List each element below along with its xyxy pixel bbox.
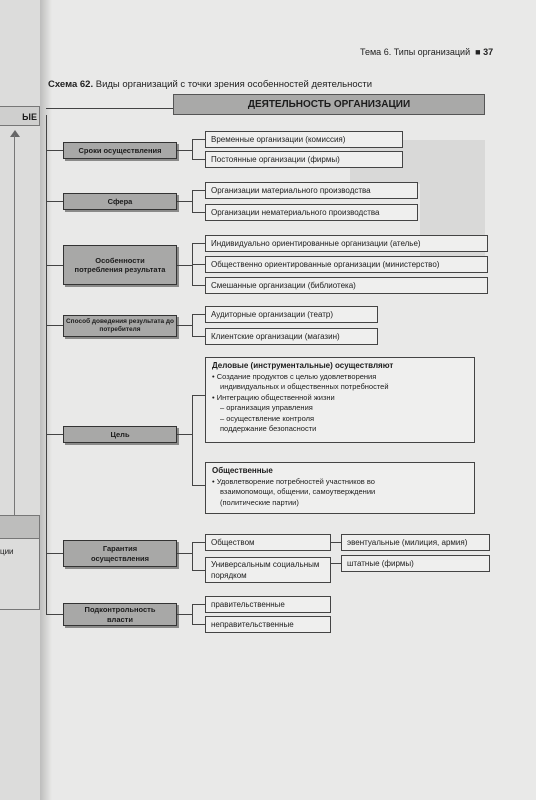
branch-line <box>177 434 192 435</box>
branch-line <box>192 243 205 244</box>
previous-page-text: ции <box>0 547 14 556</box>
branch-line <box>192 604 205 605</box>
branch-line <box>192 624 205 625</box>
previous-page-edge <box>0 0 41 800</box>
header-square-icon: ■ <box>472 47 484 57</box>
category-terms: Сроки осуществления <box>63 142 177 159</box>
branch-line <box>331 542 341 543</box>
branch-line <box>331 563 341 564</box>
up-arrow-icon <box>10 130 20 137</box>
branch-line <box>46 325 63 326</box>
result-item: Индивидуально ориентированные организации (ателье) <box>205 235 488 252</box>
previous-page-connector <box>14 135 15 515</box>
branch-line <box>192 190 205 191</box>
result-item: Смешанные организации (библиотека) <box>205 277 488 294</box>
power-item: неправительственные <box>205 616 331 633</box>
branch-line <box>46 614 63 615</box>
branch-line <box>192 314 205 315</box>
page-number: 37 <box>483 47 494 57</box>
branch-line <box>177 553 192 554</box>
branch-line <box>192 264 205 265</box>
branch-line <box>192 212 205 213</box>
branch-line <box>177 201 192 202</box>
terms-item: Временные организации (комиссия) <box>205 131 403 148</box>
sphere-item: Организации нематериального производства <box>205 204 418 221</box>
branch-line <box>192 139 193 159</box>
branch-line <box>192 285 205 286</box>
power-item: правительственные <box>205 596 331 613</box>
goal-social-line: взаимопомощи, общении, самоутверждении <box>220 487 376 496</box>
branch-line <box>192 395 193 485</box>
goal-business-bullet: • Интеграцию общественной жизни <box>212 392 335 402</box>
scheme-caption <box>48 79 372 90</box>
previous-page-box-header <box>0 516 39 539</box>
goal-business-box <box>205 357 475 443</box>
goal-business-dash: поддержание безопасности <box>220 424 317 433</box>
delivery-item: Клиентские организации (магазин) <box>205 328 378 345</box>
goal-social-title: Общественные <box>212 466 273 475</box>
terms-item: Постоянные организации (фирмы) <box>205 151 403 168</box>
branch-line <box>192 395 205 396</box>
branch-line <box>192 542 205 543</box>
goal-social-line: (политические партии) <box>220 497 299 507</box>
scheme-caption-text: Виды организаций с точки зрения особенностей деятельности <box>95 79 373 90</box>
branch-line <box>46 434 63 435</box>
goal-business-dash: – организация управления <box>220 403 313 412</box>
delivery-item: Аудиторные организации (театр) <box>205 306 378 323</box>
category-result: Особенности потребления результата <box>63 245 177 285</box>
branch-line <box>192 485 205 486</box>
guarantee-sub-item: штатные (фирмы) <box>341 555 490 572</box>
running-header <box>360 47 493 57</box>
main-title-bar: ДЕЯТЕЛЬНОСТЬ ОРГАНИЗАЦИИ <box>173 94 485 115</box>
guarantee-item: Обществом <box>205 534 331 551</box>
previous-page-label: ЫЕ <box>0 106 40 126</box>
category-power: Подконтрольность власти <box>63 603 177 626</box>
goal-business-bullet: • Создание продуктов с целью удовлетворения <box>212 371 377 381</box>
category-delivery: Способ доведения результата до потребителя <box>63 315 177 337</box>
category-guarantee: Гарантия осуществления <box>63 540 177 567</box>
branch-line <box>46 150 63 151</box>
running-header-title: Тема 6. Типы организаций <box>360 47 471 57</box>
branch-line <box>46 201 63 202</box>
goal-business-dash: – осуществление контроля <box>220 413 315 423</box>
branch-line <box>192 336 205 337</box>
main-connector <box>46 108 173 109</box>
category-goal: Цель <box>63 426 177 443</box>
branch-line <box>192 314 193 336</box>
guarantee-sub-item: эвентуальные (милиция, армия) <box>341 534 490 551</box>
branch-line <box>192 604 193 624</box>
branch-line <box>192 570 205 571</box>
branch-line <box>46 265 63 266</box>
goal-social-box <box>205 462 475 514</box>
branch-line <box>177 265 192 266</box>
scheme-number: Схема 62. <box>48 79 94 90</box>
result-item: Общественно ориентированные организации (министерство) <box>205 256 488 273</box>
branch-line <box>192 190 193 212</box>
goal-business-bullet: индивидуальных и общественных потребностей <box>220 382 389 391</box>
branch-line <box>46 553 63 554</box>
category-sphere: Сфера <box>63 193 177 210</box>
goal-business-title: Деловые (инструментальные) осуществляют <box>212 361 394 370</box>
branch-line <box>177 614 192 615</box>
previous-page-box <box>0 515 40 610</box>
main-trunk-line <box>46 115 47 615</box>
sphere-item: Организации материального производства <box>205 182 418 199</box>
branch-line <box>192 159 205 160</box>
goal-social-line: • Удовлетворение потребностей участников во <box>212 476 375 486</box>
branch-line <box>177 150 192 151</box>
branch-line <box>192 139 205 140</box>
guarantee-item: Универсальным социальным порядком <box>205 557 331 583</box>
branch-line <box>192 542 193 570</box>
branch-line <box>177 325 192 326</box>
